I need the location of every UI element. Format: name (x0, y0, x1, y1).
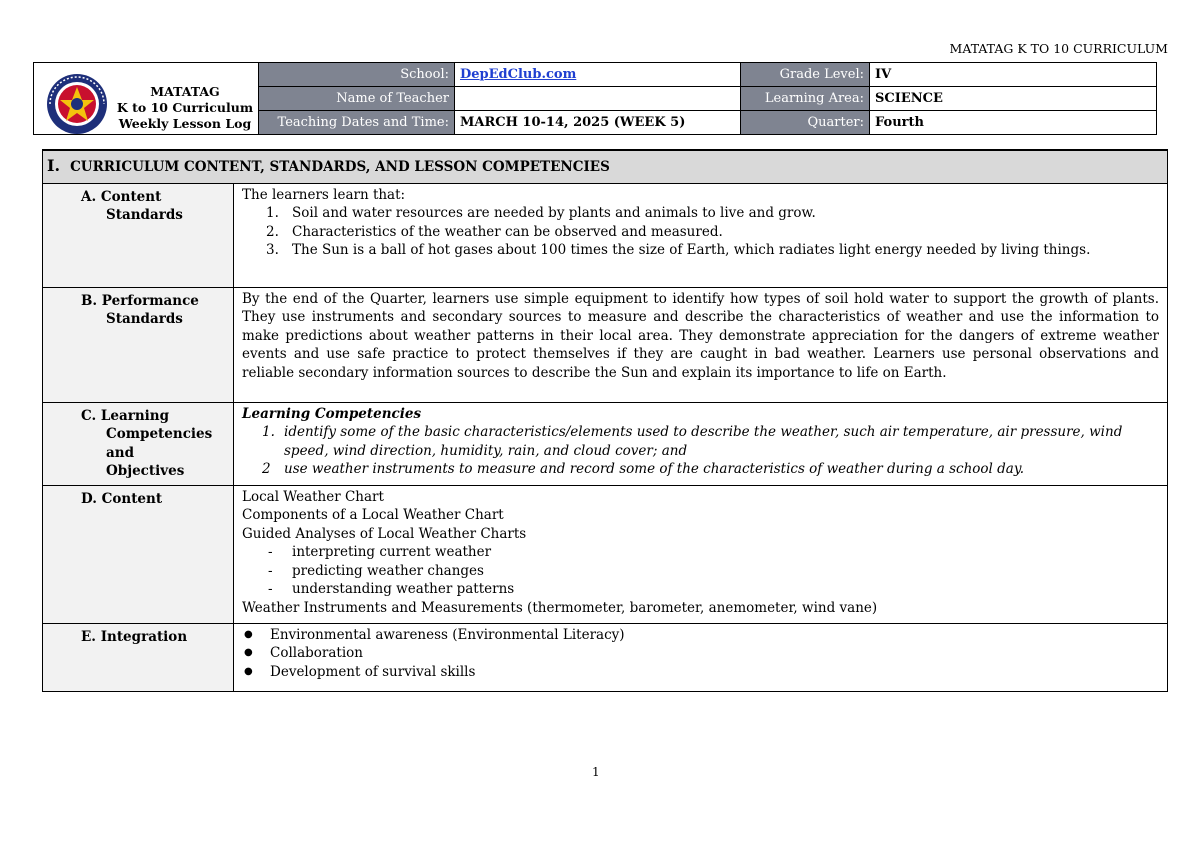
list-item: - understanding weather patterns (242, 580, 1159, 599)
competencies-list (242, 423, 1159, 479)
school-link[interactable]: DepEdClub.com (460, 67, 577, 82)
list-item: 3. The Sun is a ball of hot gases about 100 times the size of Earth, which radiates light energy needed by living things. (266, 242, 1091, 258)
list-item: ● Collaboration (242, 644, 1159, 663)
teacher-value (455, 87, 741, 111)
school-value (455, 63, 741, 87)
quarter-value: Fourth (870, 111, 1157, 135)
area-label: Learning Area: (741, 87, 870, 111)
list-item: ● Development of survival skills (242, 663, 1159, 682)
content-cell (234, 485, 1168, 623)
quarter-label: Quarter: (741, 111, 870, 135)
content-line: Components of a Local Weather Chart (242, 507, 504, 523)
list-item: 2 use weather instruments to measure and record some of the characteristics of weather during a school day. (262, 461, 1024, 477)
performance-standards-cell: By the end of the Quarter, learners use simple equipment to identify how types of soil hold water to support the growth of plants. They use instruments and secondary sources to measure and describe the characteristics of weather and use the information to make predictions about weather patterns in their local area. They demonstrate appreciation for the dangers of extreme weather events and use safe practice to protect themselves if they are caught in bad weather. Learners use personal observations and reliable secondary information sources to describe the Sun and explain its importance to life on Earth. (234, 287, 1168, 402)
dates-label: Teaching Dates and Time: (259, 111, 455, 135)
section-heading: I. CURRICULUM CONTENT, STANDARDS, AND LESSON COMPETENCIES (43, 150, 1168, 183)
running-header: MATATAG K TO 10 CURRICULUM (949, 41, 1168, 56)
content-line: Local Weather Chart (242, 488, 384, 505)
integration-list (242, 626, 1159, 682)
integration-cell (234, 623, 1168, 691)
content-standards-list (242, 204, 1159, 260)
brand-title: MATATAG K to 10 Curriculum Weekly Lesson Log (116, 84, 254, 131)
list-item: 1. Soil and water resources are needed by plants and animals to live and grow. (266, 205, 816, 221)
content-line: Guided Analyses of Local Weather Charts (242, 525, 527, 542)
list-item: 1. identify some of the basic characteristics/elements used to describe the weather, such air temperature, air pressure, wind speed, wind direction, humidity, rain, and cloud cover; and (262, 424, 1123, 459)
competencies-heading: Learning Competencies (242, 405, 422, 422)
performance-standards-label: B. Performance Standards (43, 287, 234, 402)
area-value: SCIENCE (870, 87, 1157, 111)
content-standards-intro: The learners learn that: (242, 186, 406, 203)
dates-value: MARCH 10-14, 2025 (WEEK 5) (455, 111, 741, 135)
competencies-label: C. Learning Competencies and Objectives (43, 402, 234, 485)
content-label: D. Content (43, 485, 234, 623)
content-line: Weather Instruments and Measurements (thermometer, barometer, anemometer, wind vane) (242, 599, 878, 616)
competencies-cell (234, 402, 1168, 485)
list-item: ● Environmental awareness (Environmental Literacy) (242, 626, 1159, 645)
grade-label: Grade Level: (741, 63, 870, 87)
list-item: 2. Characteristics of the weather can be observed and measured. (266, 223, 723, 240)
school-label: School: (259, 63, 455, 87)
teacher-label: Name of Teacher (259, 87, 455, 111)
content-standards-cell (234, 183, 1168, 287)
list-item: - predicting weather changes (242, 562, 1159, 581)
list-item: - interpreting current weather (242, 543, 1159, 562)
integration-label: E. Integration (43, 623, 234, 691)
grade-value: IV (870, 63, 1157, 87)
deped-seal-icon (46, 73, 108, 135)
logo-cell (34, 63, 259, 135)
page-number: 1 (592, 765, 600, 779)
curriculum-table (42, 149, 1168, 692)
content-standards-label: A. Content Standards (43, 183, 234, 287)
lesson-log-header (33, 62, 1157, 135)
content-sublist (242, 543, 1159, 599)
